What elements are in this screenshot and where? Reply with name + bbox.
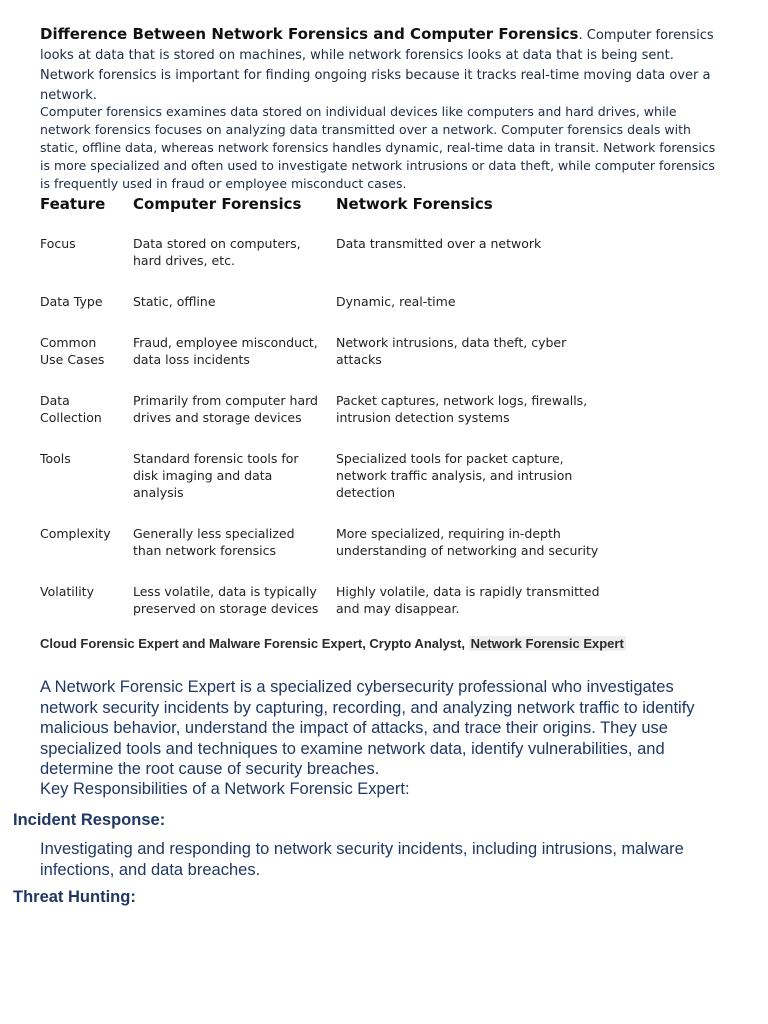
computer-forensics-cell: Primarily from computer hard drives and storage devices [133, 393, 318, 425]
feature-cell: Volatility [40, 584, 94, 599]
expert-description: A Network Forensic Expert is a specialized cybersecurity professional who investigates network security incidents by capturing, recording, and analyzing network traffic to identify malicious behavior, understand the impact of attacks, and trace their origins. They use specialized tools and techniques to examine network data, identify vulnerabilities, and determine the root cause of security breaches. [40, 678, 695, 778]
comparison-paragraph: Computer forensics examines data stored on individual devices like computers and hard drives, while network forensics focuses on analyzing data transmitted over a network. Computer forensics deals with static, offline data, whereas network forensics handles dynamic, real-time data in transit. Network forensics is more specialized and often used to investigate network intrusions or data theft, while computer forensics is frequently used in fraud or employee misconduct cases. [40, 104, 716, 191]
intro-text: Computer forensics looks at data that is stored on machines, while network forensics looks at data that is being sent. Network forensics is important for finding ongoing risks because it tracks real-time moving data over a network. [40, 28, 714, 103]
document-title: Difference Between Network Forensics and Computer Forensics [40, 25, 579, 43]
roles-text: Cloud Forensic Expert and Malware Forensic Expert, Crypto Analyst, [40, 636, 469, 651]
table-row [40, 525, 616, 583]
comparison-table [40, 192, 616, 641]
feature-cell: Focus [40, 236, 76, 251]
network-forensics-cell: Specialized tools for packet capture, network traffic analysis, and intrusion detection [336, 451, 573, 500]
header-network-forensics: Network Forensics [336, 195, 493, 213]
feature-cell: Tools [40, 451, 71, 466]
table-row [40, 392, 616, 450]
computer-forensics-cell: Generally less specialized than network forensics [133, 526, 295, 558]
computer-forensics-cell: Data stored on computers, hard drives, etc. [133, 236, 301, 268]
table-row [40, 583, 616, 641]
incident-response-heading: Incident Response: [13, 811, 166, 829]
computer-forensics-cell: Less volatile, data is typically preserved on storage devices [133, 584, 319, 616]
feature-cell: Complexity [40, 526, 111, 541]
title-period: . [578, 28, 583, 43]
table-row [40, 450, 616, 525]
table-row [40, 235, 616, 293]
intro-paragraph [40, 24, 720, 106]
network-forensics-cell: Data transmitted over a network [336, 236, 542, 251]
table-row [40, 334, 616, 392]
computer-forensics-cell: Fraud, employee misconduct, data loss incidents [133, 335, 318, 367]
roles-line [40, 636, 626, 651]
header-computer-forensics: Computer Forensics [133, 195, 302, 213]
threat-hunting-heading: Threat Hunting: [13, 888, 136, 906]
network-forensics-cell: Packet captures, network logs, firewalls, intrusion detection systems [336, 393, 588, 425]
roles-highlight: Network Forensic Expert [470, 636, 624, 651]
header-feature: Feature [40, 195, 106, 213]
feature-cell: Data Collection [40, 393, 102, 425]
key-responsibilities-heading: Key Responsibilities of a Network Forensic Expert: [40, 780, 410, 798]
network-forensics-cell: More specialized, requiring in-depth understanding of networking and security [336, 526, 599, 558]
network-forensics-cell: Dynamic, real-time [336, 294, 456, 309]
network-forensics-cell: Network intrusions, data theft, cyber attacks [336, 335, 567, 367]
table-header-row [40, 192, 616, 235]
computer-forensics-cell: Static, offline [133, 294, 216, 309]
computer-forensics-cell: Standard forensic tools for disk imaging and data analysis [133, 451, 299, 500]
incident-response-text: Investigating and responding to network security incidents, including intrusions, malware infections, and data breaches. [40, 840, 684, 879]
feature-cell: Common Use Cases [40, 335, 105, 367]
network-forensics-cell: Highly volatile, data is rapidly transmitted and may disappear. [336, 584, 600, 616]
feature-cell: Data Type [40, 294, 103, 309]
table-row [40, 293, 616, 334]
